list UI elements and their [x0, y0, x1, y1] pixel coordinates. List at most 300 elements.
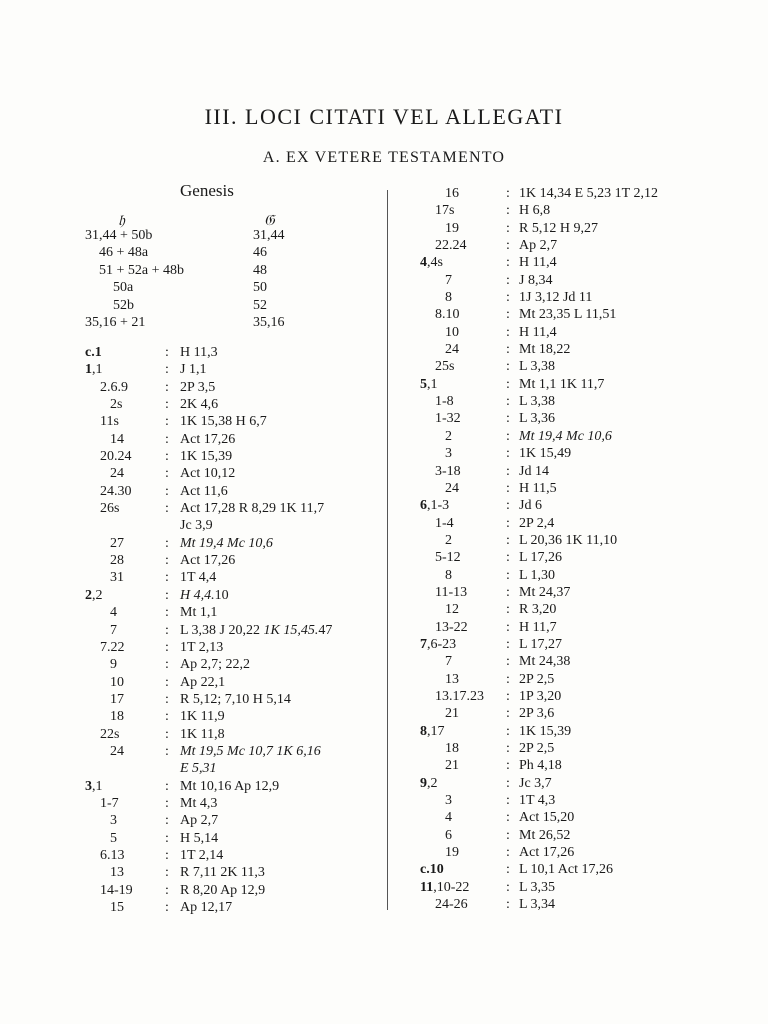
greek-reference: 35,16 — [253, 314, 285, 330]
nt-citation — [180, 397, 218, 413]
colon-separator: : — [506, 879, 510, 895]
colon-separator: : — [165, 795, 169, 811]
citation-text: Jc 3,9 — [180, 518, 213, 534]
verse-reference: 1-7 — [100, 795, 119, 811]
citation-text: E 5,31 — [180, 761, 217, 777]
colon-separator: : — [506, 810, 510, 826]
colon-separator: : — [165, 900, 169, 915]
colon-separator: : — [165, 726, 169, 742]
citation-text: Act 11,6 — [180, 483, 228, 499]
verse-reference: 1-32 — [435, 411, 461, 427]
verse-number: ,1 — [92, 362, 103, 378]
verse-reference: 5 — [110, 830, 117, 846]
nt-citation — [519, 706, 554, 722]
citation-text: Mt 23,35 L 11,51 — [519, 307, 617, 323]
verse-reference: 27 — [110, 535, 124, 551]
colon-separator: : — [506, 532, 510, 548]
verse-reference: 4 — [445, 810, 452, 826]
verse-number: ,2 — [92, 587, 103, 603]
chapter-number: 7 — [420, 636, 427, 652]
nt-citation — [519, 377, 604, 393]
nt-citation — [180, 345, 218, 361]
chapter-number: 4 — [420, 255, 427, 271]
colon-separator: : — [165, 813, 169, 829]
nt-citation — [519, 845, 574, 861]
citation-text: L 3,38 — [519, 394, 556, 410]
verse-number: ,6-23 — [427, 636, 457, 652]
citation-text: L 1,30 — [519, 567, 556, 583]
verse-reference — [420, 255, 443, 271]
citation-text: R 5,12 H 9,27 — [519, 220, 598, 236]
nt-citation — [519, 498, 542, 514]
colon-separator: : — [506, 428, 510, 444]
verse-reference — [85, 345, 102, 361]
nt-citation — [519, 273, 552, 289]
verse-number: ,1 — [92, 778, 103, 794]
citation-text: Act 17,28 R 8,29 1K 11,7 — [180, 501, 325, 517]
nt-citation — [519, 862, 613, 878]
verse-reference: 21 — [445, 706, 459, 722]
citation-text: L 3,38 — [519, 359, 556, 375]
hebrew-reference: 52b — [113, 297, 134, 313]
nt-citation — [519, 810, 574, 826]
nt-citation — [519, 637, 562, 653]
citation-text: Mt 24,37 — [519, 584, 571, 600]
citation-text: 1K 14,34 E 5,23 1T 2,12 — [519, 186, 658, 201]
verse-reference: 11s — [100, 414, 119, 430]
colon-separator: : — [506, 220, 510, 236]
verse-number: ,17 — [427, 723, 445, 739]
citation-text: Mt 19,4 Mc 10,6 — [180, 535, 273, 551]
nt-citation — [519, 238, 557, 254]
main-title: III. LOCI CITATI VEL ALLEGATI — [204, 104, 564, 129]
citation-text: 1T 4,3 — [519, 793, 556, 809]
nt-citation — [519, 897, 555, 913]
nt-citation — [519, 672, 554, 688]
verse-reference: 24 — [110, 466, 124, 482]
citation-text: 1K 15,39 — [519, 723, 572, 739]
verse-reference: 22.24 — [435, 238, 467, 254]
book-title: Genesis — [180, 181, 234, 200]
verse-reference: 26s — [100, 501, 120, 517]
nt-citation — [180, 553, 235, 569]
colon-separator: : — [506, 359, 510, 375]
citation-text: 1T 2,14 — [180, 847, 224, 863]
verse-reference: 24 — [110, 743, 124, 759]
citation-text: Ph 4,18 — [519, 758, 562, 774]
colon-separator: : — [506, 741, 510, 756]
verse-reference: 14 — [110, 431, 124, 447]
colon-separator: : — [506, 515, 510, 531]
verse-reference — [420, 880, 469, 896]
citation-text: Ap 2,7 — [519, 238, 558, 254]
citation-text: Mt 19,4 Mc 10,6 — [519, 428, 612, 444]
nt-citation — [519, 550, 562, 566]
colon-separator: : — [165, 466, 169, 482]
citation-text: 1K 15,38 H 6,7 — [180, 414, 267, 430]
verse-reference: 19 — [445, 220, 459, 236]
verse-reference — [420, 377, 438, 393]
verse-reference — [85, 779, 103, 795]
citation-text: L 17,27 — [519, 636, 563, 652]
citation-text: H 11,5 — [519, 480, 557, 496]
verse-reference: 17 — [110, 691, 124, 707]
citation-text: 1P 3,20 — [519, 688, 562, 704]
nt-citation — [180, 414, 267, 430]
nt-citation — [519, 221, 598, 237]
chapter-number: 6 — [420, 498, 427, 514]
verse-reference: 31 — [110, 570, 124, 586]
colon-separator: : — [165, 570, 169, 586]
verse-reference: 3-18 — [435, 463, 461, 479]
nt-citation — [180, 796, 217, 812]
verse-reference — [420, 498, 449, 514]
verse-reference: 2 — [445, 428, 452, 444]
citation-text: 1K 15,49 — [519, 446, 572, 462]
chapter-number: 9 — [420, 775, 427, 791]
verse-reference: 4 — [110, 605, 117, 621]
colon-separator: : — [506, 897, 510, 913]
verse-reference: 17s — [435, 203, 455, 219]
verse-reference: 12 — [445, 602, 459, 618]
chapter-number: 2 — [85, 587, 92, 603]
colon-separator: : — [506, 688, 510, 704]
colon-separator: : — [506, 463, 510, 479]
colon-separator: : — [506, 619, 510, 635]
concordance-row — [85, 298, 295, 315]
nt-citation — [519, 516, 554, 532]
colon-separator: : — [506, 793, 510, 809]
citation-text: 2P 2,5 — [519, 741, 555, 756]
colon-separator: : — [506, 324, 510, 340]
hebrew-reference: 46 + 48a — [99, 245, 149, 261]
citation-text: Jc 3,7 — [519, 775, 552, 791]
chapter-number: c. — [420, 862, 430, 878]
chapter-number: 3 — [85, 778, 92, 794]
citation-text: Mt 4,3 — [180, 795, 218, 811]
concordance-row — [85, 263, 295, 280]
verse-number: ,10-22 — [433, 879, 470, 895]
citation-text: Mt 18,22 — [519, 342, 571, 358]
hebrew-reference: 35,16 + 21 — [85, 314, 146, 330]
citation-text: 2P 2,4 — [519, 515, 555, 531]
nt-citation — [519, 793, 555, 809]
colon-separator: : — [165, 674, 169, 690]
nt-citation — [519, 446, 571, 462]
verse-concordance-table — [85, 228, 295, 332]
colon-separator: : — [506, 272, 510, 288]
colon-separator: : — [165, 639, 169, 655]
nt-citation — [180, 605, 217, 621]
nt-citation — [180, 883, 265, 899]
colon-separator: : — [165, 587, 169, 603]
colon-separator: : — [506, 602, 510, 618]
citation-text: Mt 24,38 — [519, 654, 571, 670]
nt-citation — [519, 290, 592, 306]
verse-reference: 13-22 — [435, 619, 468, 635]
nt-citation — [519, 307, 616, 323]
chapter-number: 1 — [85, 362, 92, 378]
verse-reference: 3 — [445, 793, 452, 809]
verse-reference: 14-19 — [100, 882, 133, 898]
colon-separator: : — [506, 775, 510, 791]
nt-citation — [180, 449, 232, 465]
nt-citation — [180, 675, 225, 691]
greek-reference: 50 — [253, 280, 267, 296]
nt-citation — [180, 692, 291, 708]
citation-text: L 17,26 — [519, 550, 563, 566]
colon-separator: : — [165, 414, 169, 430]
citation-text: L 3,38 J 20,22 — [180, 622, 264, 638]
citation-text: Act 15,20 — [519, 810, 575, 826]
chapter-number: 5 — [420, 376, 427, 392]
colon-separator: : — [506, 550, 510, 566]
verse-reference: 28 — [110, 553, 124, 569]
nt-citation — [180, 623, 332, 639]
verse-reference: 9 — [110, 657, 117, 673]
citation-suffix: 47 — [318, 622, 333, 638]
citation-text: L 3,36 — [519, 411, 556, 427]
italic-citation: 1K 15,45. — [263, 622, 319, 638]
verse-reference: 7 — [110, 622, 117, 638]
verse-reference: 20.24 — [100, 449, 132, 465]
colon-separator: : — [165, 830, 169, 846]
colon-separator: : — [506, 203, 510, 219]
verse-reference: 24 — [445, 342, 459, 358]
citation-text: L 3,34 — [519, 897, 556, 913]
citation-text: 1J 3,12 Jd 11 — [519, 290, 593, 306]
colon-separator: : — [165, 882, 169, 898]
colon-separator: : — [165, 379, 169, 395]
nt-citation — [519, 464, 549, 480]
nt-citation — [519, 689, 561, 705]
nt-citation — [180, 744, 321, 760]
colon-separator: : — [506, 498, 510, 514]
citation-text: 2P 2,5 — [519, 671, 555, 687]
verse-reference: 7.22 — [100, 639, 125, 655]
citation-text: 1K 15,39 — [180, 449, 233, 465]
verse-number: 1 — [94, 345, 102, 360]
nt-citation — [519, 411, 555, 427]
nt-citation — [519, 325, 557, 341]
nt-citation — [519, 758, 562, 774]
verse-reference — [420, 776, 438, 792]
verse-reference: 18 — [445, 741, 459, 756]
nt-citation — [180, 536, 273, 552]
nt-citation — [519, 359, 555, 375]
citation-text: Mt 10,16 Ap 12,9 — [180, 778, 280, 794]
colon-separator: : — [506, 567, 510, 583]
verse-reference: 1-8 — [435, 394, 454, 410]
citation-text: Mt 1,1 — [180, 605, 218, 621]
citation-text: Act 17,26 — [519, 845, 575, 861]
verse-number: ,1-3 — [427, 498, 450, 514]
nt-citation — [180, 865, 265, 881]
verse-reference: 22s — [100, 726, 120, 742]
concordance-row — [85, 228, 295, 245]
citation-text: Act 17,26 — [180, 553, 236, 569]
nt-citation — [519, 741, 554, 757]
citation-text: R 5,12; 7,10 H 5,14 — [180, 691, 291, 707]
hebrew-reference: 31,44 + 50b — [85, 228, 153, 243]
citation-text: H 11,7 — [519, 619, 557, 635]
verse-reference: 13 — [445, 671, 459, 687]
citation-text: L 3,35 — [519, 879, 556, 895]
verse-number: ,2 — [427, 775, 438, 791]
nt-citation — [519, 828, 570, 844]
verse-reference: 8 — [445, 567, 452, 583]
citation-text: 1T 4,4 — [180, 570, 217, 586]
chapter-number: c. — [85, 345, 95, 360]
citation-text: J 1,1 — [180, 362, 207, 378]
verse-reference: 13 — [110, 865, 124, 881]
italic-citation: H 4,4. — [180, 587, 215, 603]
colon-separator: : — [506, 636, 510, 652]
colon-separator: : — [506, 394, 510, 410]
verse-reference: 5-12 — [435, 550, 461, 566]
nt-citation — [519, 776, 552, 792]
nt-citation — [180, 588, 229, 604]
nt-citation — [519, 654, 570, 670]
citation-text: L 20,36 1K 11,10 — [519, 532, 618, 548]
verse-reference — [420, 724, 445, 740]
nt-citation — [180, 432, 235, 448]
greek-reference: 31,44 — [253, 228, 285, 243]
citation-text: R 8,20 Ap 12,9 — [180, 882, 266, 898]
verse-number: 10 — [429, 862, 444, 878]
nt-citation — [180, 501, 324, 517]
verse-reference: 18 — [110, 709, 124, 725]
colon-separator: : — [165, 449, 169, 465]
citation-text: R 7,11 2K 11,3 — [180, 865, 265, 881]
colon-separator: : — [506, 376, 510, 392]
colon-separator: : — [506, 862, 510, 878]
verse-reference: 15 — [110, 900, 124, 915]
colon-separator: : — [165, 622, 169, 638]
citation-text: Mt 1,1 1K 11,7 — [519, 376, 605, 392]
nt-citation — [180, 484, 228, 500]
nt-citation — [180, 380, 215, 396]
citation-text: Ap 2,7; 22,2 — [180, 657, 250, 673]
colon-separator: : — [506, 671, 510, 687]
nt-citation — [180, 570, 216, 586]
colon-separator: : — [506, 307, 510, 323]
colon-separator: : — [506, 480, 510, 496]
citation-text: J 8,34 — [519, 272, 553, 288]
colon-separator: : — [165, 501, 169, 517]
nt-citation — [519, 585, 570, 601]
greek-reference: 46 — [253, 245, 267, 261]
nt-citation — [519, 186, 658, 202]
verse-reference: 24-26 — [435, 897, 468, 913]
citation-text: 1T 2,13 — [180, 639, 224, 655]
verse-reference: 19 — [445, 845, 459, 861]
citation-text: Act 10,12 — [180, 466, 236, 482]
colon-separator: : — [165, 483, 169, 499]
citation-text: Mt 19,5 Mc 10,7 1K 6,16 — [180, 743, 321, 759]
concordance-row — [85, 245, 295, 262]
nt-citation — [519, 255, 557, 271]
nt-citation — [519, 429, 612, 445]
concordance-row — [85, 280, 295, 297]
verse-reference: 7 — [445, 654, 452, 670]
colon-separator: : — [165, 605, 169, 621]
verse-reference: 7 — [445, 272, 452, 288]
citation-text: H 5,14 — [180, 830, 219, 846]
colon-separator: : — [165, 345, 169, 360]
nt-citation — [519, 533, 617, 549]
citation-text: Jd 14 — [519, 463, 549, 479]
nt-citation — [519, 724, 571, 740]
colon-separator: : — [165, 397, 169, 413]
verse-reference: 8 — [445, 290, 452, 306]
chapter-number: 8 — [420, 723, 427, 739]
nt-citation — [180, 727, 225, 743]
verse-reference: 24.30 — [100, 483, 132, 499]
hebrew-siglum: 𝔥 — [118, 213, 125, 229]
verse-reference: 6.13 — [100, 847, 125, 863]
verse-reference: 3 — [445, 446, 452, 462]
citation-text: 2K 4,6 — [180, 397, 219, 413]
citation-text: Act 17,26 — [180, 431, 236, 447]
nt-citation — [519, 342, 570, 358]
colon-separator: : — [506, 584, 510, 600]
verse-reference — [420, 862, 444, 878]
nt-citation — [180, 518, 213, 534]
hebrew-reference: 50a — [113, 280, 134, 296]
verse-reference: 6 — [445, 827, 452, 843]
colon-separator: : — [506, 290, 510, 306]
colon-separator: : — [165, 691, 169, 707]
colon-separator: : — [506, 342, 510, 358]
verse-reference: 10 — [110, 674, 124, 690]
section-subtitle: A. EX VETERE TESTAMENTO — [262, 149, 506, 166]
citation-text: H 6,8 — [519, 203, 551, 219]
verse-reference: 10 — [445, 324, 459, 340]
citation-text: Jd 6 — [519, 498, 542, 514]
verse-reference: 3 — [110, 813, 117, 829]
nt-citation — [180, 657, 250, 673]
verse-reference: 2s — [110, 397, 123, 413]
verse-number: ,4s — [427, 255, 443, 271]
citation-suffix: 10 — [214, 587, 229, 603]
citation-text: Ap 2,7 — [180, 813, 219, 829]
verse-reference: 1-4 — [435, 515, 454, 531]
greek-reference: 48 — [253, 262, 267, 278]
verse-reference: 24 — [445, 480, 459, 496]
nt-citation — [180, 831, 218, 847]
colon-separator: : — [506, 654, 510, 670]
concordance-row — [85, 315, 295, 332]
colon-separator: : — [506, 411, 510, 427]
nt-citation — [180, 362, 206, 378]
citation-text: H 11,4 — [519, 255, 557, 271]
citation-text: 2P 3,5 — [180, 379, 216, 395]
nt-citation — [180, 779, 279, 795]
verse-reference: 2 — [445, 532, 452, 548]
colon-separator: : — [165, 362, 169, 378]
nt-citation — [519, 203, 550, 219]
verse-reference: 21 — [445, 758, 459, 774]
nt-citation — [180, 761, 217, 777]
citation-text: Mt 26,52 — [519, 827, 571, 843]
verse-reference: 8.10 — [435, 307, 460, 323]
colon-separator: : — [165, 431, 169, 447]
citation-text: R 3,20 — [519, 602, 557, 618]
colon-separator: : — [165, 535, 169, 551]
nt-citation — [180, 640, 223, 656]
citation-text: 1K 11,8 — [180, 726, 225, 742]
